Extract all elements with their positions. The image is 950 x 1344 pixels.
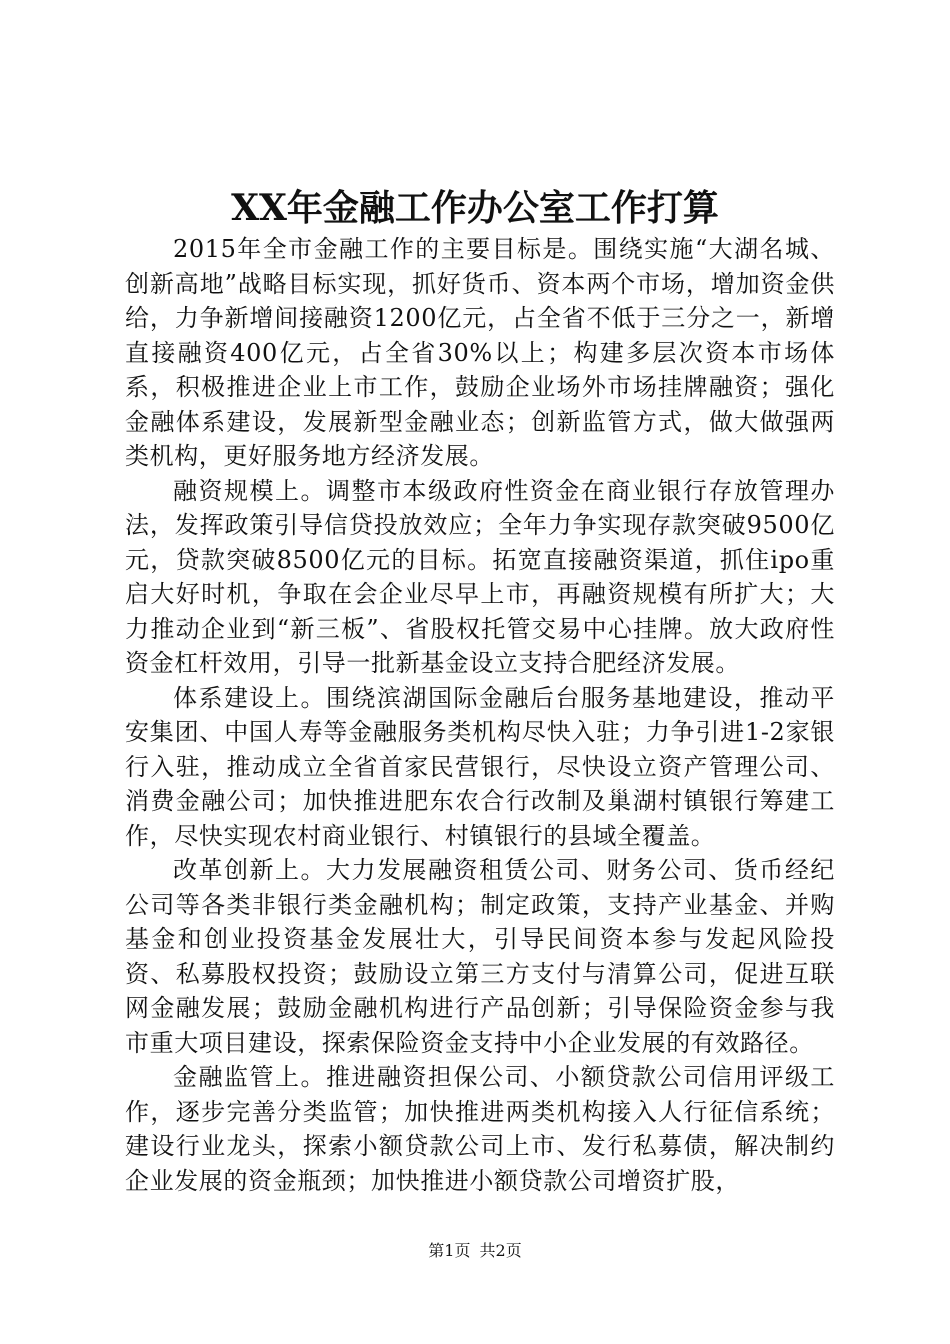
page-number-footer: 第1页 共2页 [428, 1241, 522, 1260]
paragraph-financial-supervision: 金融监管上。推进融资担保公司、小额贷款公司信用评级工作，逐步完善分类监管；加快推进两类机构接入人行征信系统；建设行业龙头，探索小额贷款公司上市、发行私募债，解决制约企业发展的资金瓶颈；加快推进小额贷款公司增资扩股， [125, 1063, 835, 1195]
paragraph-main-goals: 2015年全市金融工作的主要目标是。围绕实施“大湖名城、创新高地”战略目标实现，抓好货币、资本两个市场，增加资金供给，力争新增间接融资1200亿元，占全省不低于三分之一，新增直接融资400亿元，占全省30%以上；构建多层次资本市场体系，积极推进企业上市工作，鼓励企业场外市场挂牌融资；强化金融体系建设，发展新型金融业态；创新监管方式，做大做强两类机构，更好服务地方经济发展。 [125, 235, 835, 470]
paragraph-system-building: 体系建设上。围绕滨湖国际金融后台服务基地建设，推动平安集团、中国人寿等金融服务类机构尽快入驻；力争引进1-2家银行入驻，推动成立全省首家民营银行，尽快设立资产管理公司、消费金融公司；加快推进肥东农合行改制及巢湖村镇银行筹建工作，尽快实现农村商业银行、村镇银行的县域全覆盖。 [125, 683, 835, 850]
paragraph-reform-innovation: 改革创新上。大力发展融资租赁公司、财务公司、货币经纪公司等各类非银行类金融机构；制定政策，支持产业基金、并购基金和创业投资基金发展壮大，引导民间资本参与发起风险投资、私募股权投资；鼓励设立第三方支付与清算公司，促进互联网金融发展；鼓励金融机构进行产品创新；引导保险资金参与我市重大项目建设，探索保险资金支持中小企业发展的有效路径。 [125, 856, 835, 1057]
document-body [125, 232, 835, 1198]
document-title: XX年金融工作办公室工作打算 [231, 187, 719, 229]
paragraph-financing-scale: 融资规模上。调整市本级政府性资金在商业银行存放管理办法，发挥政策引导信贷投放效应；全年力争实现存款突破9500亿元，贷款突破8500亿元的目标。拓宽直接融资渠道，抓住ipo重启大好时机，争取在会企业尽早上市，再融资规模有所扩大；大力推动企业到“新三板”、省股权托管交易中心挂牌。放大政府性资金杠杆效用，引导一批新基金设立支持合肥经济发展。 [125, 476, 835, 677]
